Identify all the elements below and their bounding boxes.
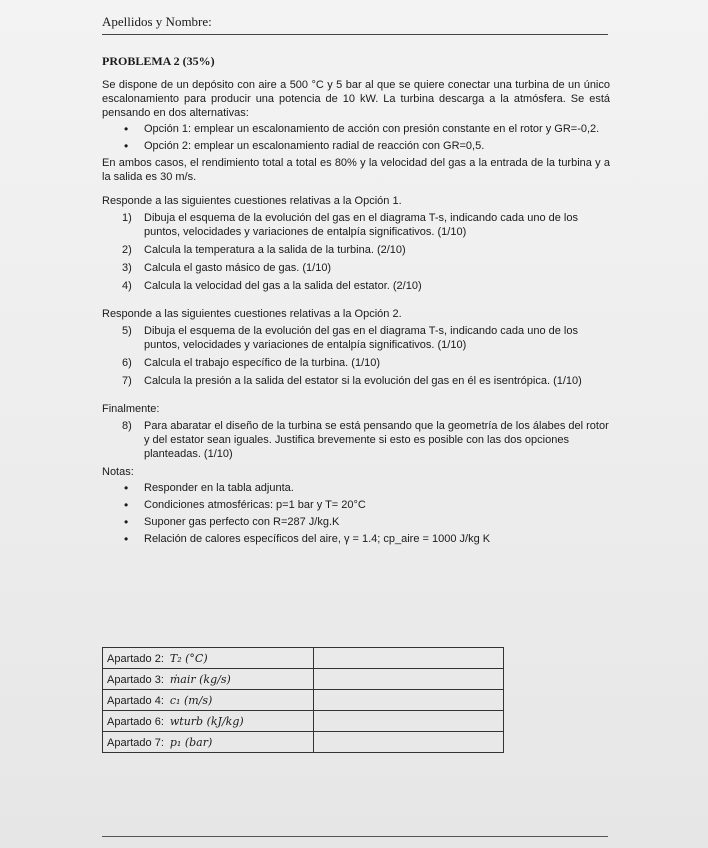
answer-value-cell[interactable] (314, 732, 504, 753)
answer-label-cell (103, 669, 314, 690)
problem-intro: Se dispone de un depósito con aire a 500 °C y 5 bar al que se quiere conectar una turbina de un único escalonamiento para producir una potencia de 10 kW. La turbina descarga a la atmósfera. Se está pensando en dos alternativas: (102, 79, 610, 119)
answer-table (102, 647, 504, 753)
apartado-label: Apartado 7: (107, 736, 164, 749)
section1-heading: Responde a las siguientes cuestiones relativas a la Opción 1. (102, 195, 402, 207)
notes-list (102, 481, 610, 546)
question-item (102, 279, 610, 293)
question-text: Para abaratar el diseño de la turbina se está pensando que la geometría de los álabes del rotor y del estator sean iguales. Justifica brevemente si esto es posible con las dos opciones planteadas. (1/10) (144, 420, 609, 460)
note-item: • Responder en la tabla adjunta. (102, 481, 610, 495)
quantity-symbol: ṁair (kg/s) (169, 672, 231, 686)
quantity-symbol: wturb (kJ/kg) (169, 714, 244, 728)
option-item: • Opción 2: emplear un escalonamiento radial de reacción con GR=0,5. (102, 139, 610, 153)
question-number: 6) (122, 357, 132, 369)
table-row (103, 732, 504, 753)
question-item (102, 419, 610, 461)
question-text: Calcula la temperatura a la salida de la turbina. (2/10) (144, 244, 406, 256)
table-row (103, 648, 504, 669)
question-number: 4) (122, 280, 132, 292)
question-item (102, 324, 610, 352)
table-row (103, 711, 504, 732)
name-field-label: Apellidos y Nombre: (102, 14, 608, 35)
question-number: 5) (122, 325, 132, 337)
section2-heading: Responde a las siguientes cuestiones relativas a la Opción 2. (102, 308, 402, 320)
question-number: 3) (122, 262, 132, 274)
question-item (102, 374, 610, 388)
question-text: Calcula la presión a la salida del estator si la evolución del gas en él es isentrópica. (1/10) (144, 375, 582, 387)
notes-heading: Notas: (102, 466, 134, 478)
question-item (102, 243, 610, 257)
question-number: 7) (122, 375, 132, 387)
option-item: • Opción 1: emplear un escalonamiento de acción con presión constante en el rotor y GR=-0,2. (102, 122, 610, 136)
question-item (102, 261, 610, 275)
section2-questions (102, 324, 610, 388)
apartado-label: Apartado 6: (107, 715, 164, 728)
problem-title: PROBLEMA 2 (35%) (102, 54, 215, 68)
quantity-symbol: T₂ (°C) (169, 651, 208, 665)
answer-value-cell[interactable] (314, 711, 504, 732)
answer-label-cell (103, 711, 314, 732)
note-item: • Condiciones atmosféricas: p=1 bar y T= 20°C (102, 498, 610, 512)
quantity-symbol: c₁ (m/s) (169, 693, 213, 707)
answer-label-cell (103, 648, 314, 669)
note-item: • Relación de calores específicos del aire, γ = 1.4; cp_aire = 1000 J/kg K (102, 532, 610, 546)
final-heading: Finalmente: (102, 403, 160, 415)
question-text: Dibuja el esquema de la evolución del gas en el diagrama T-s, indicando cada uno de los puntos, velocidades y variaciones de entalpía significativos. (1/10) (144, 325, 578, 351)
answer-value-cell[interactable] (314, 690, 504, 711)
apartado-label: Apartado 4: (107, 694, 164, 707)
question-item (102, 211, 610, 239)
question-text: Calcula la velocidad del gas a la salida del estator. (2/10) (144, 280, 422, 292)
question-text: Calcula el gasto másico de gas. (1/10) (144, 262, 332, 274)
question-text: Calcula el trabajo específico de la turbina. (1/10) (144, 357, 381, 369)
answer-label-cell (103, 732, 314, 753)
bottom-rule (102, 836, 608, 837)
problem-common-conditions: En ambos casos, el rendimiento total a total es 80% y la velocidad del gas a la entrada de la turbina y a la salida es 30 m/s. (102, 157, 610, 183)
section1-questions (102, 211, 610, 293)
answer-value-cell[interactable] (314, 648, 504, 669)
question-number: 2) (122, 244, 132, 256)
problem-content (102, 54, 610, 549)
final-questions (102, 419, 610, 461)
note-item: • Suponer gas perfecto con R=287 J/kg.K (102, 515, 610, 529)
question-number: 1) (122, 212, 132, 224)
table-row (103, 669, 504, 690)
question-item (102, 356, 610, 370)
options-list (102, 122, 610, 153)
question-number: 8) (122, 420, 132, 432)
answer-value-cell[interactable] (314, 669, 504, 690)
quantity-symbol: p₁ (bar) (169, 735, 213, 749)
question-text: Dibuja el esquema de la evolución del gas en el diagrama T-s, indicando cada uno de los puntos, velocidades y variaciones de entalpía significativos. (1/10) (144, 212, 578, 238)
answer-label-cell (103, 690, 314, 711)
table-row (103, 690, 504, 711)
apartado-label: Apartado 2: (107, 652, 164, 665)
apartado-label: Apartado 3: (107, 673, 164, 686)
